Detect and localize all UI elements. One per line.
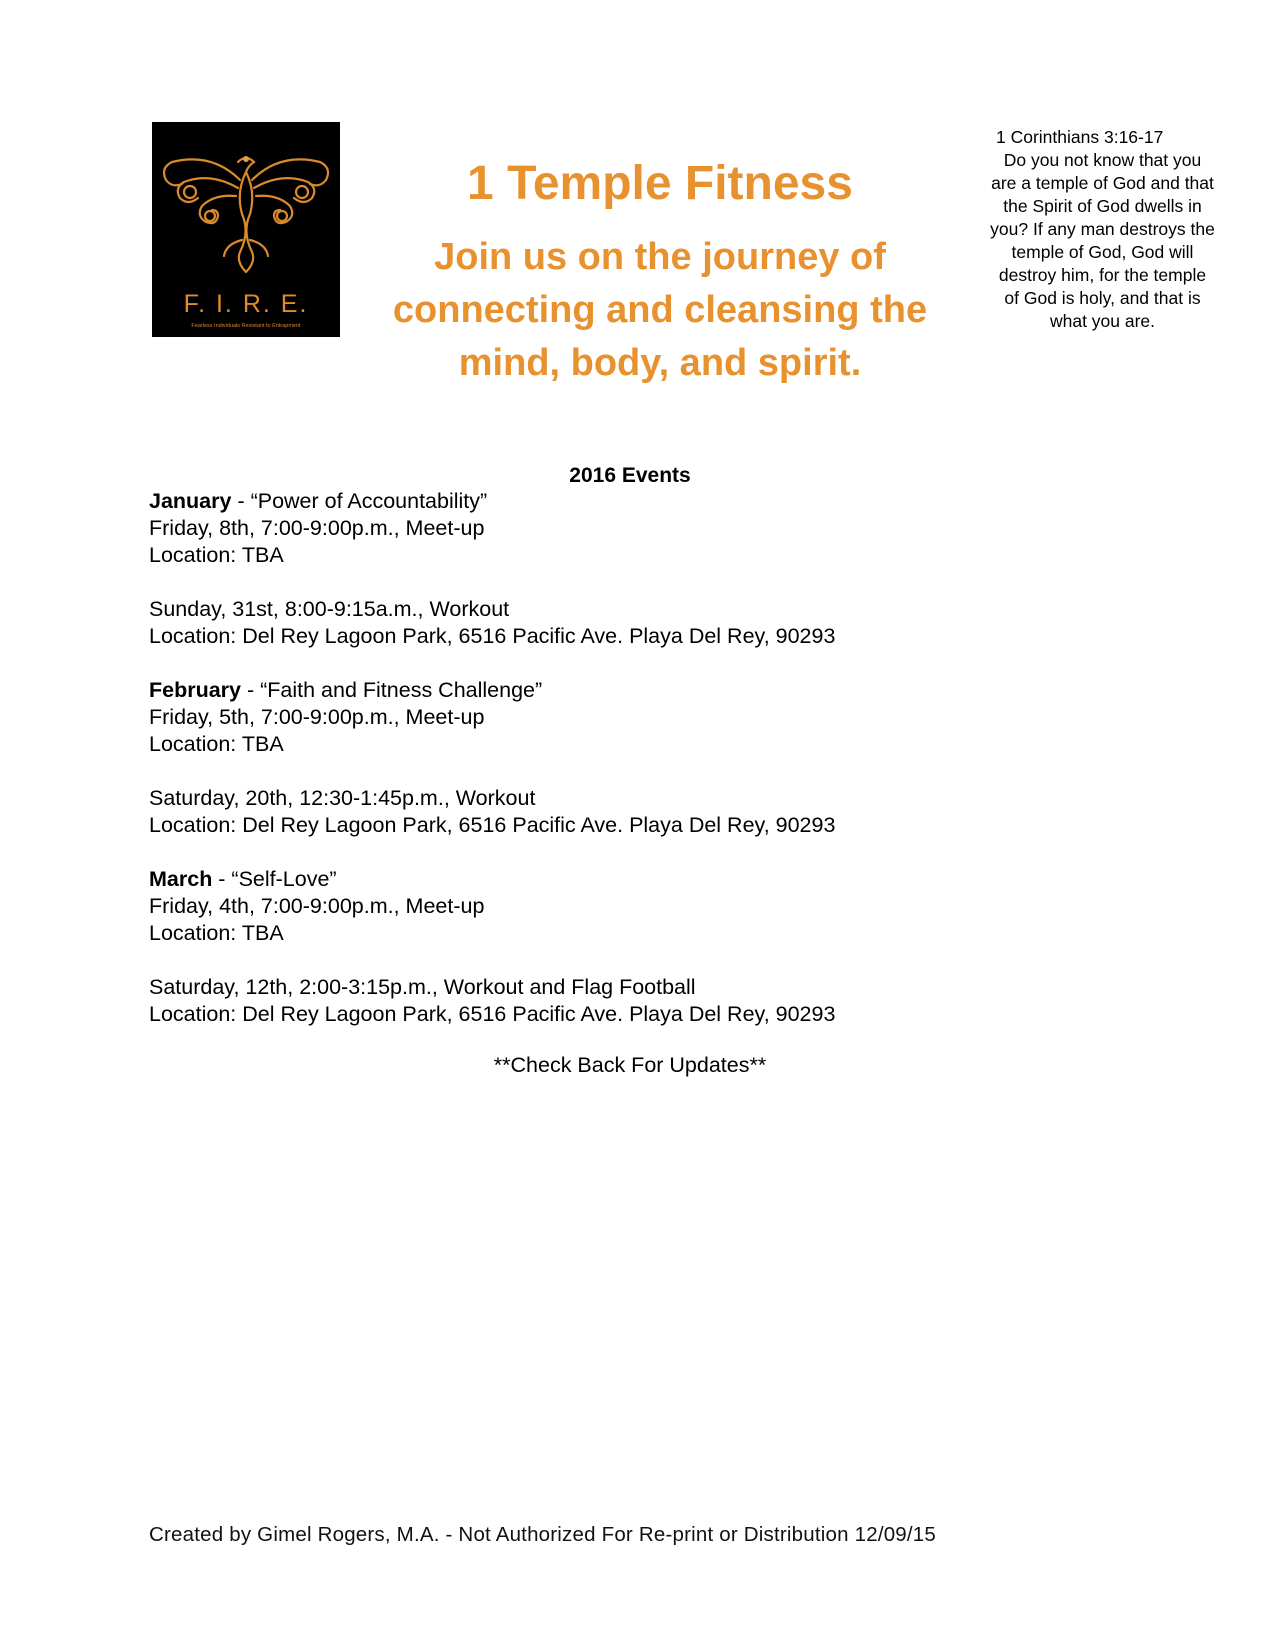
month-heading [149, 866, 1049, 893]
month-name: March [149, 867, 213, 891]
logo-wordmark: F. I. R. E. [183, 290, 309, 318]
month-heading [149, 677, 1049, 704]
event-block [149, 974, 1049, 1028]
check-back-note: **Check Back For Updates** [493, 1053, 767, 1077]
event-block [149, 596, 1049, 650]
events-list [149, 488, 1049, 1055]
event-time: Saturday, 12th, 2:00-3:15p.m., Workout and Flag Football [149, 975, 696, 999]
month-block-february [149, 677, 1049, 758]
verse-reference: 1 Corinthians 3:16-17 [996, 127, 1164, 147]
verse-text: Do you not know that you are a temple of God and that the Spirit of God dwells in you? If any man destroys the temple of God, God will destroy him, for the temple of God is holy, and that is what you are. [990, 150, 1215, 331]
scripture-verse [990, 126, 1215, 333]
month-theme: - “Faith and Fitness Challenge” [241, 678, 543, 702]
month-block-march [149, 866, 1049, 947]
event-time: Saturday, 20th, 12:30-1:45p.m., Workout [149, 786, 536, 810]
event-time: Friday, 8th, 7:00-9:00p.m., Meet-up [149, 516, 485, 540]
event-time: Friday, 4th, 7:00-9:00p.m., Meet-up [149, 894, 485, 918]
event-location: Location: Del Rey Lagoon Park, 6516 Pacific Ave. Playa Del Rey, 90293 [149, 624, 836, 648]
footer-credit: Created by Gimel Rogers, M.A. - Not Authorized For Re-print or Distribution 12/09/15 [149, 1523, 937, 1546]
event-location: Location: TBA [149, 732, 284, 756]
event-block [149, 785, 1049, 839]
phoenix-icon [152, 122, 340, 287]
fire-logo [152, 122, 340, 337]
event-location: Location: Del Rey Lagoon Park, 6516 Pacific Ave. Playa Del Rey, 90293 [149, 813, 836, 837]
month-name: February [149, 678, 242, 702]
month-heading [149, 488, 1049, 515]
month-theme: - “Power of Accountability” [231, 489, 488, 513]
event-location: Location: Del Rey Lagoon Park, 6516 Pacific Ave. Playa Del Rey, 90293 [149, 1002, 836, 1026]
event-time: Sunday, 31st, 8:00-9:15a.m., Workout [149, 597, 510, 621]
event-time: Friday, 5th, 7:00-9:00p.m., Meet-up [149, 705, 485, 729]
events-heading: 2016 Events [569, 464, 691, 487]
month-theme: - “Self-Love” [212, 867, 337, 891]
tagline: Join us on the journey of connecting and cleansing the mind, body, and spirit. [392, 236, 928, 384]
page-title: 1 Temple Fitness [467, 157, 853, 210]
event-location: Location: TBA [149, 543, 284, 567]
month-name: January [149, 489, 232, 513]
month-block-january [149, 488, 1049, 569]
event-location: Location: TBA [149, 921, 284, 945]
logo-subtext: Fearless Individuals Resistant to Entrapment [191, 323, 301, 329]
